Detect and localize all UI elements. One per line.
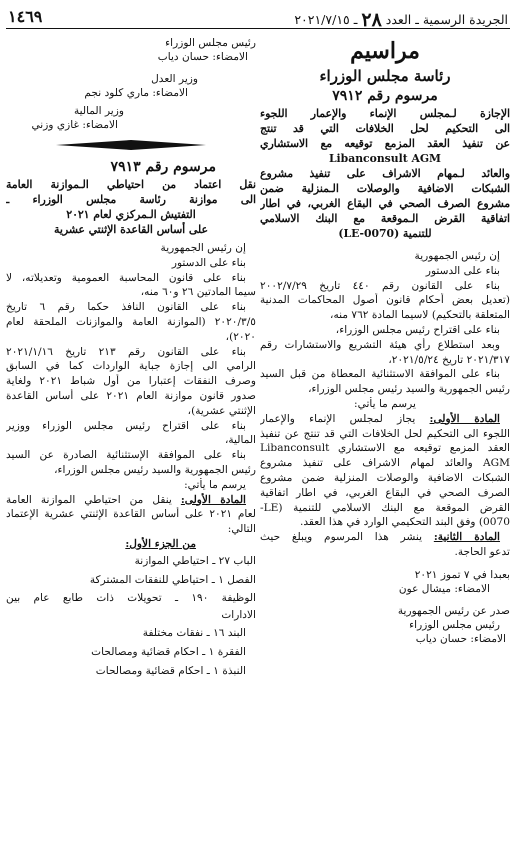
preamble-line: (تعديل بعض أحكام قانون أصول المحاكمات المدنية — [260, 294, 510, 307]
preamble-line: بناء على الموافقة الاستثنائية المعطاة من قبل السيد — [260, 368, 500, 381]
preamble-line: صدور قانون موازنة العام ٢٠٢١ على أساس القاعدة — [6, 389, 256, 402]
budget-item: البند ١٦ ـ نفقات مختلفة — [142, 626, 246, 639]
president-signature: الامضاء: ميشال عون — [398, 582, 490, 595]
subject-line: الإجازة لـمجلس الإنماء والإعمار اللجوء — [260, 107, 510, 120]
preamble-line: بناء على اقتراح رئيس مجلس الوزراء ووزير — [6, 419, 246, 432]
subject-line: اتفاقية القرض الـموقعة مع البنك الاسلامي — [260, 212, 510, 225]
preamble-line: وصرف النفقات إعتبارا من أول شباط ٢٠٢١ ولغاية — [6, 375, 256, 388]
issue-number: ٢٨ — [361, 9, 382, 31]
preamble-line: رئيس الجمهورية والسيد رئيس مجلس الوزراء، — [54, 463, 256, 476]
budget-item: النبذة ١ ـ احكام قضائية ومصالحات — [95, 664, 246, 677]
article-line: لعام ٢٠٢١ على أساس القاعدة الإثنتي عشرية الإعتماد — [6, 508, 256, 521]
preamble-line: وبعد استطلاع رأي هيئة التشريع والاستشارات رقم — [260, 338, 500, 351]
preamble-line: بناء على القانون النافذ حكما رقم ٦ تاريخ — [6, 301, 246, 314]
preamble-line: بناء على اقتراح رئيس مجلس الوزراء، — [335, 323, 500, 336]
subject-line: للتنمية (LE-0070) — [338, 227, 432, 240]
preamble-line: المتعلقة بالتحكيم) لاسيما المادة ٧٦٢ منه، — [330, 309, 510, 322]
gazette-name: الجريدة الرسمية ـ العدد — [385, 12, 508, 27]
signature-title: وزير المالية — [73, 105, 124, 117]
article-line: التالي: — [227, 523, 256, 536]
preamble-line: ٢٠٢١/٣١٧ تاريخ ٢٠٢١/٥/٢٤، — [388, 353, 510, 366]
subject-line: التفتيش الـمركزي لعام ٢٠٢١ — [66, 208, 196, 221]
right-column — [260, 32, 510, 856]
subject-line: مشروع الصرف الصحي في البقاع الغربي، في اطار — [260, 197, 510, 210]
decree-number: مرسوم رقم ٧٩١٢ — [332, 88, 438, 104]
preamble-line: المالية، — [224, 434, 256, 447]
subject-line: الى موازنة رئاسة مجلس الوزراء ـ — [6, 193, 256, 206]
article-label: المادة الأولى: — [180, 493, 246, 506]
preamble-line: ٢٠٢٠/٣/٥ (الموازنة العامة والموازنات الملحقة لعام — [6, 315, 256, 328]
subject-line: عن تنفيذ العقد المزمع توقيعه مع الاستشاري — [260, 137, 510, 150]
article-text: ينشر هذا المرسوم ويبلغ حيث — [260, 531, 423, 544]
article-line: 0070) وفق البند التحكيمي الوارد في هذا العقد. — [300, 516, 510, 529]
signature-name: الامضاء: حسان دياب — [157, 51, 248, 63]
subject-line: الشبكات الاضافية والوصلات الـمنزلية ضمن — [260, 182, 510, 195]
preamble-line: بناء على القانون رقم ٢١٣ تاريخ ٢٠٢١/١/١٦ — [6, 345, 246, 358]
pm-title: رئيس مجلس الوزراء — [409, 618, 500, 631]
article-label: المادة الثانية: — [433, 531, 501, 544]
budget-item: الوظيفة ١٩٠ ـ تحويلات ذات طابع عام بين — [6, 591, 256, 604]
left-column — [6, 32, 256, 856]
preamble-line: إن رئيس الجمهورية — [160, 242, 246, 254]
budget-item: الفصل ١ ـ احتياطي للنفقات المشتركة — [89, 573, 256, 586]
signature-name: الامضاء: ماري كلود نجم — [84, 87, 188, 99]
budget-item: الفقرة ١ ـ احكام قضائية ومصالحات — [91, 645, 246, 658]
subject-line: والعائد لـمهام الاشراف على تنفيذ مشروع — [260, 167, 510, 180]
signing-date: بعبدا في ٧ تموز ٢٠٢١ — [414, 568, 510, 581]
article-line: AGM والعائد لمهام الاشراف على تنفيذ مشروع — [260, 457, 510, 470]
article-line: الشبكات الاضافية والوصلات المنزلية ضمن مشروع — [260, 471, 510, 484]
subject-line: Libanconsult AGM — [328, 152, 442, 165]
preamble-line: بناء على قانون المحاسبة العمومية وتعديلاته، لا — [6, 271, 246, 284]
article-line — [6, 493, 256, 508]
preamble-line: بناء على القانون رقم ٤٤٠ تاريخ ٢٠٠٢/٧/٢٩ — [260, 279, 500, 292]
article-text: يجاز لمجلس الإنماء والإعمار — [260, 412, 416, 425]
article-line — [260, 412, 510, 427]
preamble-line: بناء على الدستور — [171, 256, 246, 269]
article-line: العقد المزمع توقيعه مع الاستشاري Libanconsult — [260, 442, 510, 455]
article-line: القرض الموقعة مع البنك الاسلامي للتنمية (LE- — [260, 501, 510, 514]
decrees-line: يرسم ما يأتي: — [354, 397, 416, 410]
decree-number: مرسوم رقم ٧٩١٣ — [110, 159, 216, 175]
issue-date: ـ ٢٠٢١/٧/١٥ — [294, 12, 358, 27]
decrees-line: يرسم ما يأتي: — [184, 478, 246, 491]
subject-line: الى التحكيم لحل الخلافات التي قد تنتج — [260, 122, 510, 135]
preamble-line: الرامي الى إجازة جباية الواردات كما في السابق — [6, 360, 256, 373]
decree-subject — [260, 106, 510, 241]
preamble-line: ٢٠٢٠)، — [225, 330, 256, 343]
budget-item: الباب ٢٧ ـ احتياطي الموازنة — [134, 554, 256, 567]
article-text: ينقل من احتياطي الموازنة العامة — [6, 493, 172, 506]
article-line: الصرف الصحي في البقاع الغربي، في اطار اتفاقية — [260, 486, 510, 499]
subject-line: على أساس القاعدة الإثنتي عشرية — [54, 223, 208, 236]
preamble-line: سيما المادتين ٢٦ و٦٠ منه، — [140, 286, 256, 299]
authority-heading: رئاسة مجلس الوزراء — [319, 67, 451, 85]
signature-title: رئيس مجلس الوزراء — [165, 37, 256, 49]
page-number: ١٤٦٩ — [8, 7, 43, 26]
preamble-line: بناء على الدستور — [425, 264, 500, 277]
signature-name: الامضاء: غازي وزني — [31, 119, 118, 131]
preamble-line: إن رئيس الجمهورية — [414, 250, 500, 262]
separator-ornament — [6, 136, 256, 154]
issued-by: صدر عن رئيس الجمهورية — [397, 604, 510, 617]
article-line — [260, 530, 510, 545]
page-header — [6, 6, 510, 29]
preamble-line: الإثنتي عشرية)، — [187, 404, 256, 417]
decree-subject — [6, 177, 256, 237]
preamble-line: بناء على الموافقة الإستثنائية الصادرة عن السيد — [6, 449, 246, 462]
section-title: مراسيم — [350, 38, 420, 64]
budget-item: الادارات — [221, 608, 256, 621]
ornament-divider — [56, 139, 206, 151]
preamble-line: رئيس الجمهورية والسيد رئيس مجلس الوزراء، — [308, 383, 510, 396]
subject-line: نقل اعتماد من احتياطي الـموازنة العامة — [6, 178, 256, 191]
article-line: تدعو الحاجة. — [454, 545, 510, 558]
pm-signature: الامضاء: حسان دياب — [415, 632, 506, 645]
header-title — [294, 9, 508, 31]
article-line: اللجوء الى التحكيم لحل الخلافات التي قد تنتج عن تنفيذ — [260, 427, 510, 440]
signature-title: وزير العدل — [151, 73, 198, 85]
article-label: المادة الأولى: — [429, 412, 500, 425]
part-title: من الجزء الأول: — [125, 537, 196, 550]
